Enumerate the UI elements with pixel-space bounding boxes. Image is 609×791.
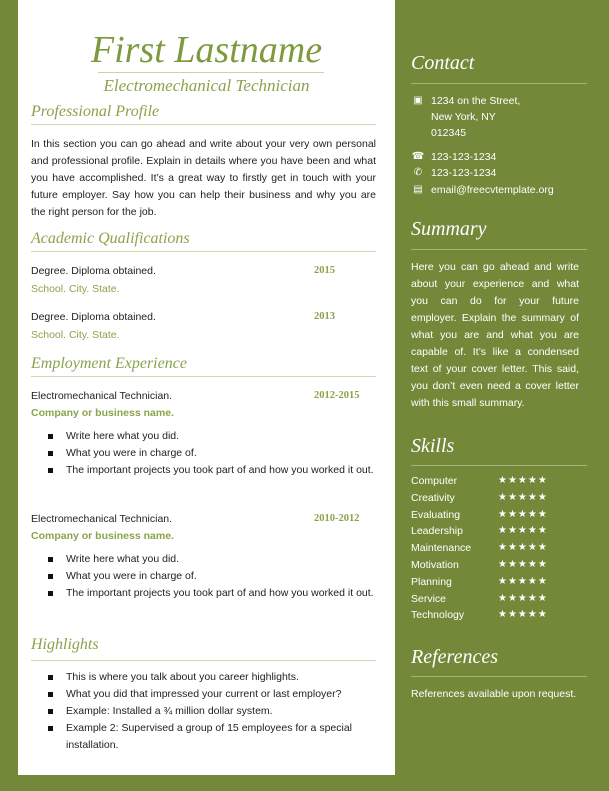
job-title: Electromechanical Technician [103, 76, 310, 95]
highlights-heading: Highlights [31, 636, 99, 653]
employment-divider [31, 376, 376, 377]
skill-rating-stars: ★★★★★ [498, 592, 548, 604]
skill-row [411, 475, 587, 492]
references-divider [411, 676, 587, 677]
address-card-icon: ▣ [413, 95, 423, 106]
skill-rating-stars: ★★★★★ [498, 542, 548, 554]
skill-rating-stars: ★★★★★ [498, 575, 548, 587]
contact-divider [411, 83, 587, 84]
skill-name: Service [411, 592, 447, 605]
skills-divider [411, 465, 587, 466]
skill-name: Evaluating [411, 508, 461, 521]
mobile-number: 123-123-1234 [431, 167, 497, 179]
address-line: 1234 on the Street, [431, 95, 521, 107]
skill-name: Planning [411, 575, 452, 588]
skill-rating-stars: ★★★★★ [498, 558, 548, 570]
summary-divider [411, 249, 587, 250]
employment-duties-list [48, 428, 378, 479]
employment-years: 2010-2012 [314, 513, 360, 524]
skill-name: Motivation [411, 558, 459, 571]
employment-heading: Employment Experience [31, 355, 187, 372]
skill-name: Creativity [411, 491, 455, 504]
education-degree: Degree. Diploma obtained. [31, 265, 156, 277]
skill-row [411, 492, 587, 509]
skill-name: Technology [411, 609, 465, 622]
list-item: The important projects you took part of and how you worked it out. [48, 585, 378, 602]
profile-divider [31, 124, 376, 125]
skills-list [411, 475, 587, 626]
employment-title: Electromechanical Technician. [31, 390, 173, 402]
employment-duties-list [48, 551, 378, 602]
employment-title: Electromechanical Technician. [31, 513, 173, 525]
profile-heading: Professional Profile [31, 103, 160, 120]
highlights-list [48, 669, 378, 754]
skill-row [411, 525, 587, 542]
skill-name: Computer [411, 475, 458, 487]
address-line: 012345 [431, 127, 467, 139]
skill-rating-stars: ★★★★★ [498, 525, 548, 537]
candidate-name: First Lastname [90, 29, 323, 71]
skill-rating-stars: ★★★★★ [498, 609, 548, 621]
summary-text: Here you can go ahead and write about your experience and what you can do for your future employer. Explain the summary of what you are and what you are capable of. It’s like a condensed text of your cover letter. This said, you don’t even need a cover letter with this small summary. [411, 261, 579, 409]
telephone-icon: ☎ [411, 151, 425, 162]
skill-row [411, 509, 587, 526]
skill-rating-stars: ★★★★★ [498, 491, 548, 503]
list-item: Write here what you did. [48, 551, 378, 568]
email-icon: ▤ [413, 184, 423, 195]
list-item: The important projects you took part of and how you worked it out. [48, 462, 378, 479]
list-item: Write here what you did. [48, 428, 378, 445]
skill-row [411, 576, 587, 593]
summary-heading: Summary [411, 218, 487, 240]
education-heading: Academic Qualifications [31, 230, 190, 247]
profile-text: In this section you can go ahead and write about your very own personal and professional profile. Explain in details where you have been and what you have accomplished. It’s a great way to firstly get in touch with your future employer. Say how you can help their business and why you are the right person for the job. [31, 138, 376, 218]
list-item: This is where you talk about you career highlights. [48, 669, 378, 686]
mobile-phone-icon: ✆ [413, 167, 423, 178]
skill-row [411, 559, 587, 576]
list-item: What you did that impressed your current or last employer? [48, 686, 378, 703]
phone-number: 123-123-1234 [431, 151, 497, 163]
education-school: School. City. State. [31, 329, 120, 341]
skill-name: Leadership [411, 525, 463, 538]
highlights-divider [31, 660, 376, 661]
employment-years: 2012-2015 [314, 390, 360, 401]
education-degree: Degree. Diploma obtained. [31, 311, 156, 323]
list-item: What you were in charge of. [48, 445, 378, 462]
skill-row [411, 609, 587, 626]
list-item: Example 2: Supervised a group of 15 employees for a special installation. [48, 720, 378, 754]
skill-row [411, 593, 587, 610]
main-column [18, 0, 395, 775]
name-divider [98, 72, 324, 73]
contact-heading: Contact [411, 52, 475, 74]
education-divider [31, 251, 376, 252]
references-heading: References [411, 646, 498, 668]
education-school: School. City. State. [31, 283, 120, 295]
references-text: References available upon request. [411, 688, 577, 700]
address-line: New York, NY [431, 111, 496, 123]
skill-rating-stars: ★★★★★ [498, 508, 548, 520]
skill-name: Maintenance [411, 542, 472, 555]
employment-company: Company or business name. [31, 407, 174, 419]
skill-rating-stars: ★★★★★ [498, 475, 548, 486]
skill-row [411, 542, 587, 559]
education-year: 2015 [314, 265, 335, 276]
list-item: Example: Installed a ¾ million dollar system. [48, 703, 378, 720]
education-year: 2013 [314, 311, 335, 322]
list-item: What you were in charge of. [48, 568, 378, 585]
employment-company: Company or business name. [31, 530, 174, 542]
email-address[interactable]: email@freecvtemplate.org [431, 184, 554, 196]
skills-heading: Skills [411, 435, 455, 457]
